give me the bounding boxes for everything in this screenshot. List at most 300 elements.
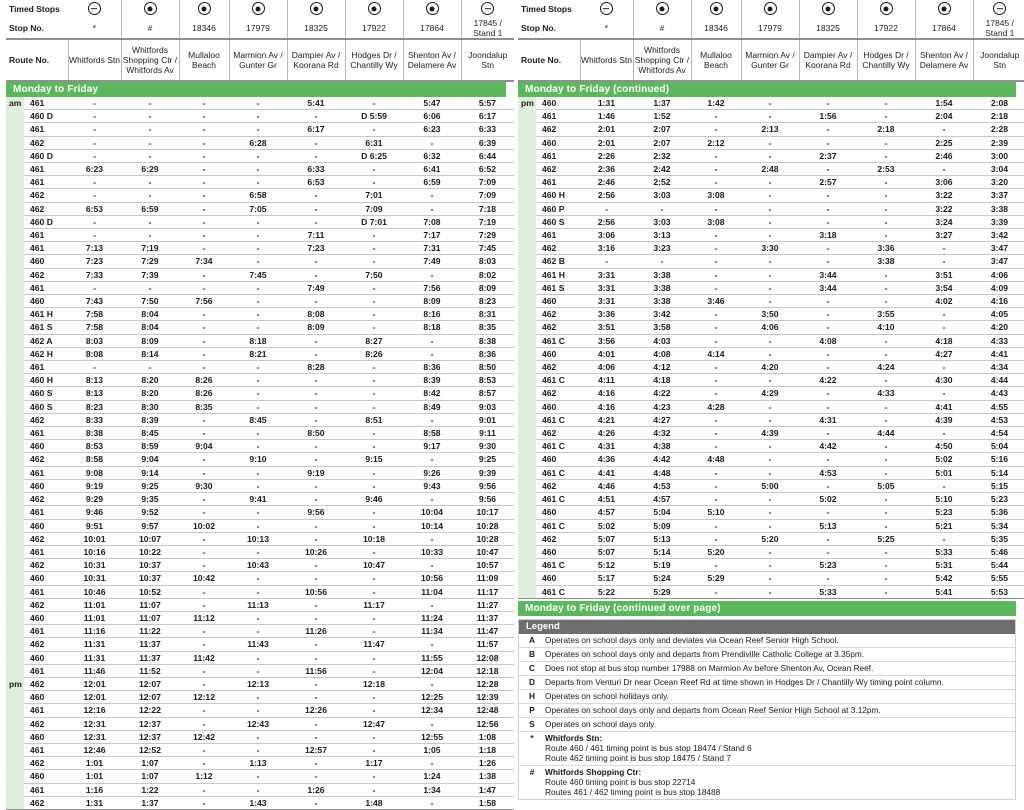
time-cell: 8:38 (68, 427, 121, 440)
time-cell: - (287, 479, 345, 492)
time-cell: 5:05 (857, 479, 915, 492)
time-cell: - (691, 585, 741, 598)
time-cell: 4:42 (799, 440, 857, 453)
table-row (6, 572, 514, 585)
stop-no-5: 17922 (345, 18, 403, 39)
legend-note-line: Route 460 / 461 timing point is bus stop 18474 / Stand 6 (545, 743, 752, 754)
time-cell: 2:37 (799, 149, 857, 162)
time-cell: - (741, 347, 799, 360)
time-cell: 11:47 (345, 638, 403, 651)
ampm-marker (6, 466, 24, 479)
time-cell: 5:57 (461, 97, 514, 110)
time-cell: - (691, 479, 741, 492)
table-row (518, 334, 1024, 347)
stop-icon (368, 2, 381, 15)
ampm-marker (6, 519, 24, 532)
time-cell: 2:46 (915, 149, 973, 162)
time-cell: 4:01 (580, 347, 633, 360)
time-cell: - (915, 479, 973, 492)
time-cell: - (287, 757, 345, 770)
stop-name-2: Mullaloo Beach (691, 39, 741, 81)
time-cell: 12:52 (121, 743, 179, 756)
ampm-marker (518, 400, 536, 413)
ampm-marker (518, 453, 536, 466)
time-cell: 12:16 (68, 704, 121, 717)
time-cell: 1:07 (121, 757, 179, 770)
route-number-cell: 460 (536, 453, 580, 466)
time-cell: 12:43 (229, 717, 287, 730)
time-cell: - (229, 110, 287, 123)
table-row (518, 532, 1024, 545)
route-number-cell: 462 (536, 361, 580, 374)
col-icon-whitfords-stn (68, 0, 121, 18)
time-cell: 1:37 (121, 796, 179, 809)
route-number-cell: 460 D (24, 149, 68, 162)
stop-icon (198, 2, 211, 15)
time-cell: - (179, 532, 229, 545)
time-cell: 7:23 (68, 255, 121, 268)
time-cell: - (121, 110, 179, 123)
time-cell: 4:43 (973, 387, 1024, 400)
time-cell: 4:06 (580, 361, 633, 374)
time-cell: 11:43 (229, 638, 287, 651)
time-cell: 1:47 (461, 783, 514, 796)
time-cell: - (287, 559, 345, 572)
time-cell: - (799, 308, 857, 321)
time-cell: 4:20 (973, 321, 1024, 334)
legend-row (519, 661, 1015, 675)
ampm-marker (6, 215, 24, 228)
stop-icon (144, 2, 157, 15)
table-row (518, 281, 1024, 294)
time-cell: 4:44 (973, 374, 1024, 387)
ampm-marker (6, 796, 24, 809)
time-cell: 12:37 (121, 730, 179, 743)
table-row (6, 334, 514, 347)
time-cell: 6:58 (229, 189, 287, 202)
time-cell: - (287, 532, 345, 545)
time-cell: - (691, 440, 741, 453)
time-cell: - (179, 559, 229, 572)
stop-icon (252, 2, 265, 15)
time-cell: - (580, 202, 633, 215)
time-cell: 12:34 (403, 704, 461, 717)
time-cell: - (857, 413, 915, 426)
time-cell: - (741, 268, 799, 281)
route-number-cell: 460 (24, 651, 68, 664)
time-cell: 4:46 (580, 479, 633, 492)
time-cell: - (229, 215, 287, 228)
table-row (518, 321, 1024, 334)
table-row (6, 400, 514, 413)
route-number-cell: 461 (24, 242, 68, 255)
time-cell: - (345, 585, 403, 598)
route-number-cell: 462 (536, 242, 580, 255)
time-cell: 3:22 (915, 189, 973, 202)
time-cell: 11:13 (229, 598, 287, 611)
time-cell: - (287, 387, 345, 400)
route-number-cell: 460 (536, 347, 580, 360)
time-cell: 8:26 (345, 347, 403, 360)
time-cell: - (741, 110, 799, 123)
ampm-marker (6, 413, 24, 426)
time-cell: 3:36 (857, 242, 915, 255)
time-cell: - (345, 519, 403, 532)
route-number-cell: 460 S (536, 215, 580, 228)
ampm-marker (6, 374, 24, 387)
time-cell: - (799, 123, 857, 136)
table-row (6, 440, 514, 453)
time-cell: 5:46 (973, 545, 1024, 558)
table-row (6, 123, 514, 136)
time-cell: 6:53 (287, 176, 345, 189)
time-cell: 12:18 (345, 677, 403, 690)
time-cell: 7:08 (403, 215, 461, 228)
route-number-cell: 460 (536, 400, 580, 413)
ampm-marker (518, 334, 536, 347)
time-cell: - (179, 97, 229, 110)
time-cell: 3:31 (580, 281, 633, 294)
ampm-marker (6, 585, 24, 598)
route-number-cell: 460 (24, 519, 68, 532)
time-cell: 11:09 (461, 572, 514, 585)
table-row (6, 466, 514, 479)
time-cell: 9:25 (121, 479, 179, 492)
time-cell: 4:27 (633, 413, 691, 426)
stop-no-2: 18346 (179, 18, 229, 39)
route-number-cell: 460 P (536, 202, 580, 215)
time-cell: 7:50 (345, 268, 403, 281)
ampm-marker (6, 334, 24, 347)
time-cell: 8:50 (287, 427, 345, 440)
time-cell: D 7:01 (345, 215, 403, 228)
time-cell: - (229, 572, 287, 585)
stop-no-1: # (121, 18, 179, 39)
time-cell: 1:22 (121, 783, 179, 796)
time-cell: 3:38 (633, 268, 691, 281)
time-cell: 8:03 (68, 334, 121, 347)
legend-box (518, 619, 1016, 800)
time-cell: 9:39 (461, 466, 514, 479)
ampm-marker (6, 664, 24, 677)
time-cell: 3:31 (580, 268, 633, 281)
time-cell: 5:19 (633, 559, 691, 572)
time-cell: 8:08 (287, 308, 345, 321)
time-cell: - (229, 466, 287, 479)
time-cell: - (691, 110, 741, 123)
time-cell: 12:01 (68, 677, 121, 690)
time-cell: 4:30 (915, 374, 973, 387)
stop-name-5: Hodges Dr / Chantilly Wy (345, 39, 403, 81)
legend-text: Operates on school days only and departs from Ocean Reef Senior High School at 3.12pm. (545, 703, 1015, 717)
time-cell: 4:32 (633, 427, 691, 440)
time-cell: 2:56 (580, 215, 633, 228)
time-cell: 12:04 (403, 664, 461, 677)
time-cell: 5:29 (633, 585, 691, 598)
legend-text: Operates on school days only and departs from Prendiville Catholic College at 3.35pm. (545, 647, 1015, 661)
header-icon-row (518, 0, 1024, 18)
time-cell: 10:33 (403, 545, 461, 558)
time-cell: 7:45 (461, 242, 514, 255)
ampm-marker (518, 176, 536, 189)
time-cell: 10:16 (68, 545, 121, 558)
time-cell: 1:24 (403, 770, 461, 783)
time-cell: - (229, 506, 287, 519)
time-cell: 2:18 (973, 110, 1024, 123)
time-cell: - (229, 97, 287, 110)
time-cell: - (229, 361, 287, 374)
time-cell: 3:06 (915, 176, 973, 189)
left-schedule-table (6, 97, 514, 810)
time-cell: 9:41 (229, 493, 287, 506)
time-cell: - (179, 215, 229, 228)
time-cell: 5:16 (973, 453, 1024, 466)
time-cell: 4:44 (857, 427, 915, 440)
time-cell: - (229, 321, 287, 334)
time-cell: 3:08 (691, 189, 741, 202)
route-number-cell: 462 (536, 321, 580, 334)
ampm-marker (518, 163, 536, 176)
time-cell: 5:02 (915, 453, 973, 466)
time-cell: - (229, 783, 287, 796)
time-cell: - (229, 704, 287, 717)
time-cell: - (345, 281, 403, 294)
table-row (6, 149, 514, 162)
col-icon-mullaloo (691, 0, 741, 18)
route-number-cell: 460 (24, 691, 68, 704)
time-cell: 4:06 (741, 321, 799, 334)
ampm-marker (518, 413, 536, 426)
table-row (518, 572, 1024, 585)
route-number-cell: 461 C (536, 440, 580, 453)
table-row (518, 149, 1024, 162)
route-number-cell: 462 (24, 413, 68, 426)
route-number-cell: 461 (536, 110, 580, 123)
ampm-marker (6, 427, 24, 440)
ampm-marker (6, 149, 24, 162)
time-cell: 2:01 (580, 136, 633, 149)
route-number-cell: 462 (24, 202, 68, 215)
route-number-cell: 461 (24, 625, 68, 638)
time-cell: - (403, 796, 461, 809)
time-cell: - (345, 427, 403, 440)
time-cell: 1:58 (461, 796, 514, 809)
time-cell: 4:08 (633, 347, 691, 360)
time-cell: - (403, 559, 461, 572)
time-cell: - (691, 387, 741, 400)
time-cell: - (403, 532, 461, 545)
table-row (518, 268, 1024, 281)
time-cell: - (741, 97, 799, 110)
time-cell: 10:31 (68, 572, 121, 585)
route-number-cell: 462 (24, 796, 68, 809)
time-cell: 8:09 (403, 295, 461, 308)
table-row (6, 757, 514, 770)
ampm-marker (518, 136, 536, 149)
time-cell: 2:28 (973, 123, 1024, 136)
time-cell: - (857, 268, 915, 281)
time-cell: 8:27 (345, 334, 403, 347)
time-cell: - (403, 453, 461, 466)
table-row (6, 651, 514, 664)
ampm-marker (6, 347, 24, 360)
ampm-marker (6, 202, 24, 215)
time-cell: - (179, 281, 229, 294)
time-cell: 3:36 (580, 308, 633, 321)
table-row (518, 163, 1024, 176)
time-cell: - (741, 374, 799, 387)
time-cell: 11:57 (461, 638, 514, 651)
ampm-marker (6, 110, 24, 123)
ampm-marker: pm (518, 97, 536, 110)
time-cell: - (287, 374, 345, 387)
time-cell: 3:24 (915, 215, 973, 228)
time-cell: - (857, 545, 915, 558)
legend-row (519, 717, 1015, 731)
time-cell: 10:07 (121, 532, 179, 545)
table-row (6, 97, 514, 110)
route-number-cell: 460 H (24, 374, 68, 387)
time-cell: 4:38 (633, 440, 691, 453)
time-cell: 10:31 (68, 559, 121, 572)
time-cell: - (691, 427, 741, 440)
route-number-cell: 462 (24, 493, 68, 506)
table-row (6, 189, 514, 202)
time-cell: - (799, 400, 857, 413)
route-number-cell: 462 (24, 677, 68, 690)
table-row (6, 770, 514, 783)
time-cell: - (229, 229, 287, 242)
route-number-cell: 461 H (24, 308, 68, 321)
route-number-cell: 461 (536, 149, 580, 162)
ampm-marker (518, 361, 536, 374)
time-cell: 3:08 (691, 215, 741, 228)
table-row (518, 97, 1024, 110)
time-cell: 5:20 (691, 545, 741, 558)
time-cell: - (403, 189, 461, 202)
time-cell: - (741, 559, 799, 572)
route-number-cell: 460 (24, 440, 68, 453)
legend-key: D (519, 675, 545, 689)
table-row (6, 110, 514, 123)
col-icon-dampier (287, 0, 345, 18)
time-cell: 7:49 (403, 255, 461, 268)
time-cell: 4:05 (973, 308, 1024, 321)
legend-key: P (519, 703, 545, 717)
time-cell: - (179, 493, 229, 506)
time-cell: 10:26 (287, 545, 345, 558)
time-cell: - (345, 651, 403, 664)
time-cell: 11:37 (461, 611, 514, 624)
table-row (6, 783, 514, 796)
time-cell: 6:31 (345, 136, 403, 149)
route-number-cell: 461 (24, 506, 68, 519)
route-number-cell: 461 (24, 545, 68, 558)
ampm-marker (518, 149, 536, 162)
time-cell: - (403, 347, 461, 360)
time-cell: - (741, 136, 799, 149)
time-cell: - (345, 466, 403, 479)
timed-stops-label: Timed Stops (9, 4, 60, 14)
time-cell: - (229, 149, 287, 162)
table-row (518, 559, 1024, 572)
ampm-marker (518, 123, 536, 136)
time-cell: 3:31 (580, 295, 633, 308)
time-cell: 5:35 (973, 532, 1024, 545)
time-cell: 1:26 (287, 783, 345, 796)
time-cell: 8:33 (68, 413, 121, 426)
route-number-cell: 461 (24, 427, 68, 440)
time-cell: 10:37 (121, 559, 179, 572)
time-cell: - (345, 704, 403, 717)
time-cell: 10:13 (229, 532, 287, 545)
time-cell: - (68, 189, 121, 202)
time-cell: - (68, 281, 121, 294)
time-cell: 5:07 (580, 532, 633, 545)
time-cell: 9:51 (68, 519, 121, 532)
time-cell: - (691, 559, 741, 572)
ampm-marker (6, 229, 24, 242)
time-cell: 2:13 (741, 123, 799, 136)
time-cell: 5:41 (915, 585, 973, 598)
time-cell: 1:13 (229, 757, 287, 770)
time-cell: - (287, 770, 345, 783)
time-cell: - (229, 163, 287, 176)
ampm-marker (518, 493, 536, 506)
time-cell: 4:29 (741, 387, 799, 400)
time-cell: 11:01 (68, 611, 121, 624)
ampm-marker (518, 585, 536, 598)
time-cell: D 6:25 (345, 149, 403, 162)
time-cell: 2:12 (691, 136, 741, 149)
stop-name-7: Joondalup Stn (973, 39, 1024, 81)
time-cell: 4:34 (973, 361, 1024, 374)
time-cell: - (287, 400, 345, 413)
ampm-marker (6, 611, 24, 624)
time-cell: - (741, 189, 799, 202)
stop-no-0: * (580, 18, 633, 39)
time-cell: 2:52 (633, 176, 691, 189)
stop-icon (426, 2, 439, 15)
time-cell: - (345, 242, 403, 255)
time-cell: 4:09 (973, 281, 1024, 294)
stop-icon (938, 2, 951, 15)
time-cell: 8:35 (179, 400, 229, 413)
route-number-cell: 461 (24, 585, 68, 598)
route-number-cell: 462 H (24, 347, 68, 360)
table-row (518, 229, 1024, 242)
table-row (6, 163, 514, 176)
time-cell: 1:01 (68, 757, 121, 770)
table-row (518, 361, 1024, 374)
time-cell: - (287, 334, 345, 347)
time-cell: - (287, 677, 345, 690)
right-band-title: Monday to Friday (continued) (518, 82, 1016, 97)
header-route-row (6, 39, 514, 81)
time-cell: 8:45 (229, 413, 287, 426)
time-cell: 11:07 (121, 611, 179, 624)
right-schedule-table (518, 97, 1024, 599)
time-cell: - (229, 585, 287, 598)
time-cell: - (287, 295, 345, 308)
time-cell: 8:53 (461, 374, 514, 387)
ampm-marker (6, 572, 24, 585)
stop-no-4: 18325 (799, 18, 857, 39)
ampm-marker (6, 440, 24, 453)
time-cell: - (799, 295, 857, 308)
route-number-cell: 462 (24, 189, 68, 202)
time-cell: 6:52 (461, 163, 514, 176)
